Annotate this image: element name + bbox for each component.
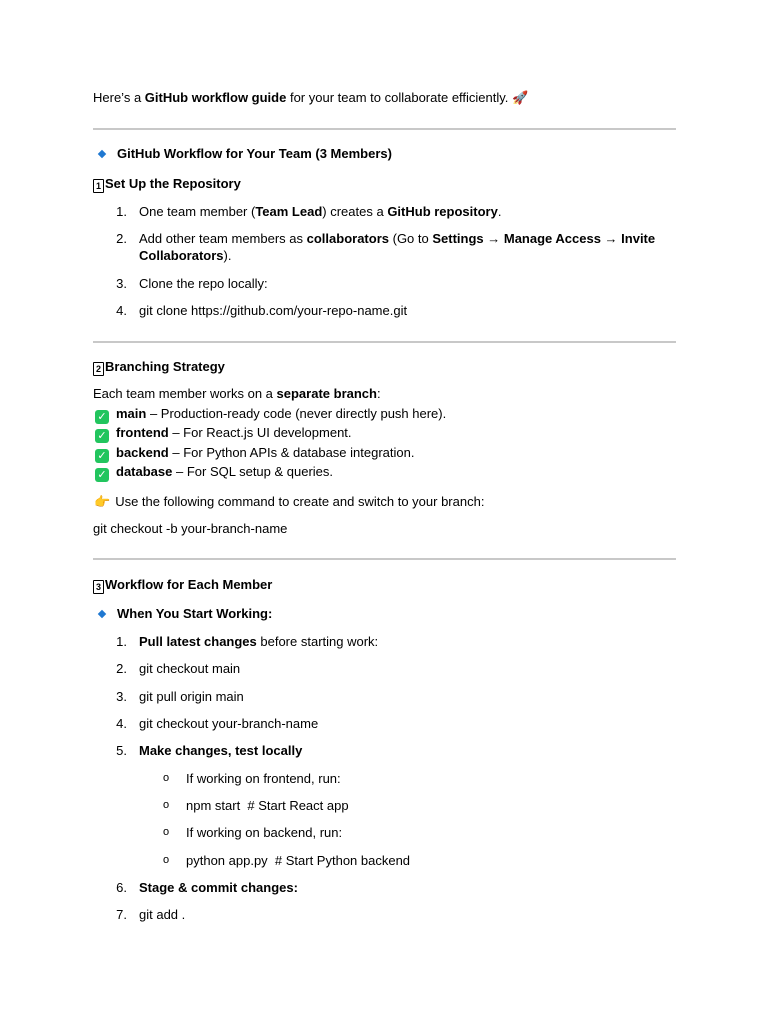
list-number: 5. bbox=[116, 743, 127, 758]
branch-name: backend bbox=[116, 445, 169, 460]
sub-item bbox=[163, 770, 341, 787]
branch-desc: – For Python APIs & database integration. bbox=[168, 445, 415, 460]
sub-item bbox=[163, 824, 342, 841]
circle-bullet-icon: o bbox=[163, 826, 170, 838]
diamond-bullet-icon bbox=[98, 150, 106, 158]
sub-item-text: python app.py # Start Python backend bbox=[186, 853, 411, 868]
item-text: ). bbox=[223, 248, 232, 263]
sub-item bbox=[163, 852, 410, 869]
check-mark-icon: ✓ bbox=[95, 410, 109, 424]
item-text: git clone https://github.com/your-repo-name.git bbox=[139, 303, 408, 318]
main-heading bbox=[99, 145, 392, 162]
branch-desc: – For SQL setup & queries. bbox=[172, 464, 334, 479]
item-text: ) creates a bbox=[322, 204, 388, 219]
check-mark-icon: ✓ bbox=[95, 429, 109, 443]
step-text: git checkout your-branch-name bbox=[139, 716, 319, 731]
circle-bullet-icon: o bbox=[163, 772, 170, 784]
section3-title bbox=[93, 576, 272, 594]
step-text: git checkout main bbox=[139, 661, 241, 676]
step-item bbox=[101, 715, 318, 732]
branch-name: frontend bbox=[116, 425, 169, 440]
item-bold: Collaborators bbox=[139, 248, 224, 263]
item-text: (Go to bbox=[389, 231, 433, 246]
diamond-bullet-icon bbox=[98, 610, 106, 618]
step-item bbox=[101, 742, 302, 759]
section2-title-text: Branching Strategy bbox=[105, 359, 225, 374]
branch-item bbox=[95, 424, 352, 443]
list-number: 2. bbox=[116, 661, 127, 676]
step-item bbox=[101, 688, 244, 705]
circle-bullet-icon: o bbox=[163, 854, 170, 866]
sub-item-text: npm start # Start React app bbox=[186, 798, 349, 813]
sub-item-text: If working on backend, run: bbox=[186, 825, 343, 840]
intro-line bbox=[93, 89, 529, 106]
keycap-2-icon: 2 bbox=[93, 362, 104, 376]
section1-title bbox=[93, 175, 241, 193]
rocket-icon: 🚀 bbox=[512, 90, 529, 105]
section1-title-text: Set Up the Repository bbox=[105, 176, 241, 191]
section2-intro bbox=[93, 385, 381, 402]
list-number: 4. bbox=[116, 716, 127, 731]
section3-subheading bbox=[99, 605, 272, 622]
step-item bbox=[101, 906, 185, 923]
section2-title bbox=[93, 358, 225, 376]
step-item bbox=[101, 633, 378, 650]
item-bold: collaborators bbox=[306, 231, 389, 246]
step-bold: Make changes, test locally bbox=[139, 743, 303, 758]
divider bbox=[93, 128, 676, 130]
list-number: 1. bbox=[116, 634, 127, 649]
list-number: 1. bbox=[116, 204, 127, 219]
item-bold: Settings → Manage Access → Invite bbox=[432, 231, 656, 246]
subheading-text: When You Start Working: bbox=[117, 606, 273, 621]
list-item bbox=[101, 203, 701, 220]
branch-item bbox=[95, 444, 414, 463]
main-heading-text: GitHub Workflow for Your Team (3 Members) bbox=[117, 146, 392, 161]
item-text: . bbox=[497, 204, 502, 219]
pointer-line bbox=[94, 493, 484, 510]
list-item bbox=[101, 230, 701, 247]
list-number: 4. bbox=[116, 303, 127, 318]
step-text: before starting work: bbox=[256, 634, 379, 649]
branch-item bbox=[95, 405, 446, 424]
step-item bbox=[101, 879, 298, 896]
intro-prefix: Here’s a bbox=[93, 90, 145, 105]
branch-name: database bbox=[116, 464, 173, 479]
list-item bbox=[101, 302, 407, 319]
branch-command: git checkout -b your-branch-name bbox=[93, 521, 288, 536]
item-bold: Team Lead bbox=[255, 204, 323, 219]
list-number: 3. bbox=[116, 689, 127, 704]
list-item-continuation bbox=[139, 247, 231, 264]
step-item bbox=[101, 660, 240, 677]
keycap-3-icon: 3 bbox=[93, 580, 104, 594]
divider bbox=[93, 558, 676, 560]
branch-item bbox=[95, 463, 333, 482]
section3-title-text: Workflow for Each Member bbox=[105, 577, 273, 592]
step-text: git add . bbox=[139, 907, 186, 922]
pointer-text: Use the following command to create and switch to your branch: bbox=[115, 494, 485, 509]
step-text: git pull origin main bbox=[139, 689, 244, 704]
check-mark-icon: ✓ bbox=[95, 468, 109, 482]
list-number: 7. bbox=[116, 907, 127, 922]
branch-name: main bbox=[116, 406, 147, 421]
item-text: Clone the repo locally: bbox=[139, 276, 268, 291]
step-bold: Stage & commit changes: bbox=[139, 880, 298, 895]
list-number: 6. bbox=[116, 880, 127, 895]
intro-suffix: for your team to collaborate efficiently. bbox=[286, 90, 509, 105]
circle-bullet-icon: o bbox=[163, 799, 170, 811]
list-number: 2. bbox=[116, 231, 127, 246]
item-text: Add other team members as bbox=[139, 231, 307, 246]
item-text: One team member ( bbox=[139, 204, 256, 219]
check-mark-icon: ✓ bbox=[95, 449, 109, 463]
sub-item-text: If working on frontend, run: bbox=[186, 771, 341, 786]
step-bold: Pull latest changes bbox=[139, 634, 257, 649]
branch-desc: – Production-ready code (never directly push here). bbox=[146, 406, 447, 421]
intro-bold: separate branch bbox=[276, 386, 377, 401]
intro-text: Each team member works on a bbox=[93, 386, 277, 401]
keycap-1-icon: 1 bbox=[93, 179, 104, 193]
divider bbox=[93, 341, 676, 343]
intro-bold: GitHub workflow guide bbox=[144, 90, 287, 105]
list-number: 3. bbox=[116, 276, 127, 291]
list-item bbox=[101, 275, 268, 292]
intro-text: : bbox=[376, 386, 381, 401]
pointing-hand-icon: 👉 bbox=[94, 494, 111, 509]
sub-item bbox=[163, 797, 349, 814]
item-bold: GitHub repository bbox=[387, 204, 498, 219]
branch-desc: – For React.js UI development. bbox=[168, 425, 352, 440]
